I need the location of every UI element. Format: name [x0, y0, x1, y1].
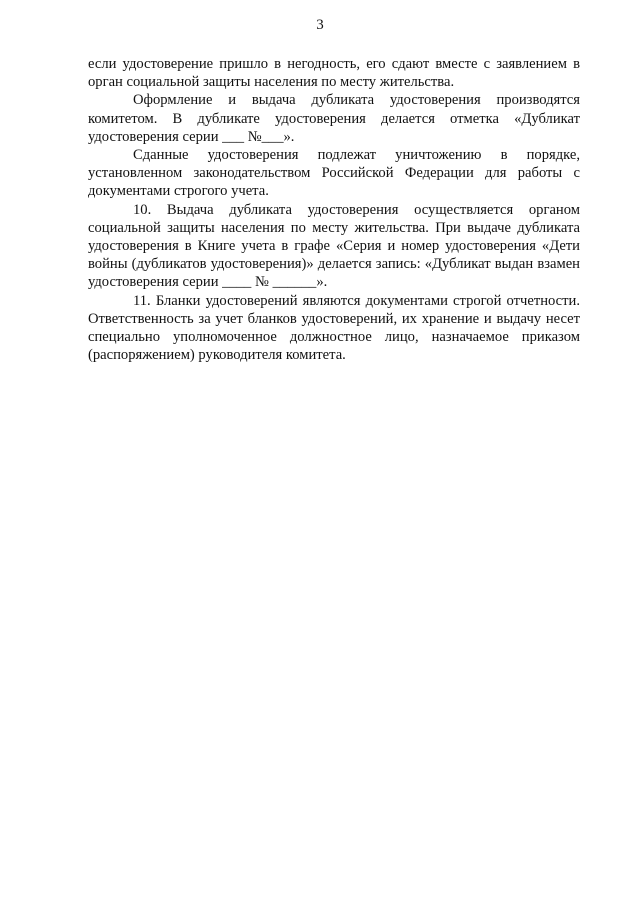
paragraph-item-10: 10. Выдача дубликата удостоверения осуществляется органом социальной защиты населения по месту жительства. При выдаче дубликата удостоверения в Книге учета в графе «Серия и номер удостоверения «Дети войны (дубликатов удостоверения)» делается запись: «Дубликат выдан взамен удостоверения серии ____ № ______». [88, 201, 580, 291]
paragraph-destruction: Сданные удостоверения подлежат уничтожению в порядке, установленном законодательством Российской Федерации для работы с документами строгого учета. [88, 147, 580, 200]
paragraph-item-11: 11. Бланки удостоверений являются документами строгой отчетности. Ответственность за учет бланков удостоверений, их хранение и выдачу несет специально уполномоченное должностное лицо, назначаемое приказом (распоряжением) руководителя комитета. [88, 292, 580, 364]
document-body [88, 55, 580, 364]
paragraph-continuation: если удостоверение пришло в негодность, его сдают вместе с заявлением в орган социальной защиты населения по месту жительства. [88, 56, 580, 91]
page-number: 3 [316, 17, 324, 33]
paragraph-duplicate-issuance: Оформление и выдача дубликата удостоверения производятся комитетом. В дубликате удостоверения делается отметка «Дубликат удостоверения серии ___ №___». [88, 92, 580, 145]
